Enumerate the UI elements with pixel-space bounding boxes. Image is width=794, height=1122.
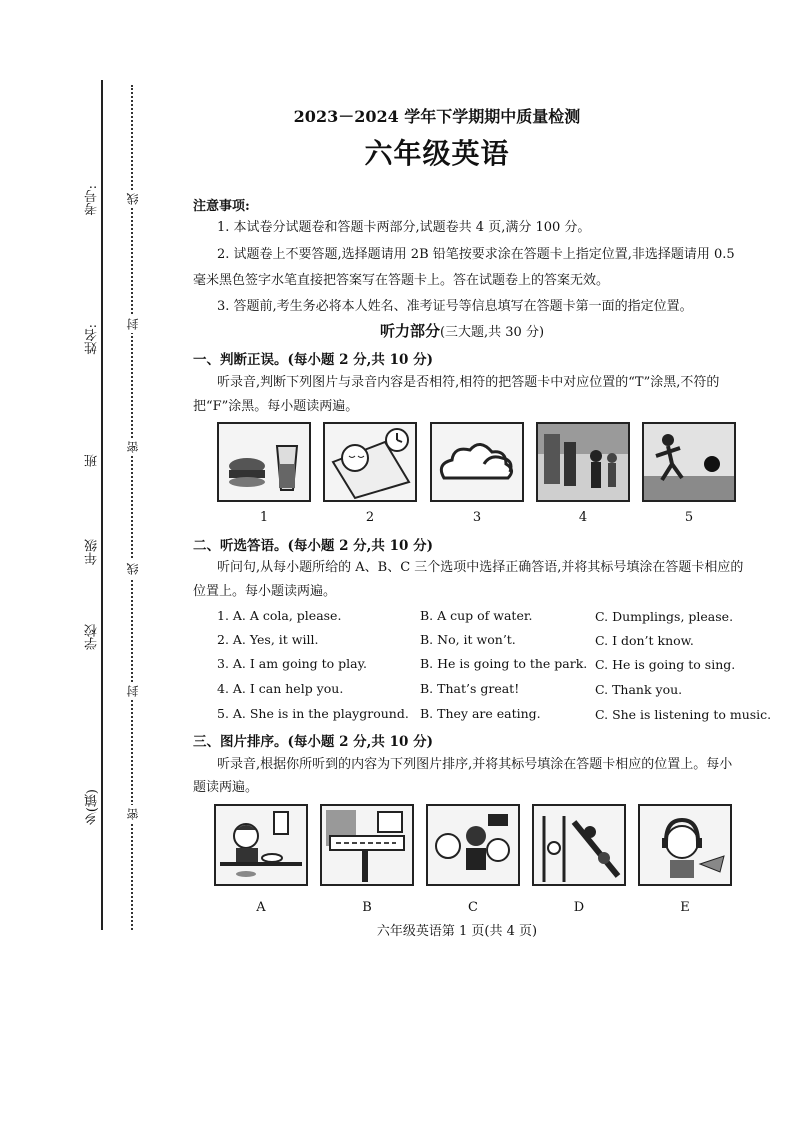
picture-label: D — [573, 900, 585, 915]
option-c: C. Dumplings, please. — [595, 609, 734, 624]
option-b: B. They are eating. — [420, 706, 541, 721]
picture-label: B — [362, 900, 372, 915]
section-1-heading: 一、判断正误。(每小题 2 分,共 10 分) — [193, 352, 433, 368]
notice-item: 2. 试题卷上不要答题,选择题请用 2B 铅笔按要求涂在答题卡上指定位置,非选择题请用 0.5 — [217, 247, 735, 262]
option-b: B. A cup of water. — [420, 608, 533, 623]
option-c: C. He is going to sing. — [595, 657, 736, 672]
runner-sun-icon — [644, 424, 734, 500]
option-c: C. She is listening to music. — [595, 707, 772, 722]
picture-label: A — [256, 900, 266, 915]
restaurant-sign-icon — [322, 806, 412, 884]
binding-solid-line — [101, 80, 103, 930]
picture-label: 3 — [472, 510, 482, 525]
option-a: 5. A. She is in the playground. — [217, 706, 409, 721]
cut-seal-mark: 封 — [124, 315, 141, 333]
picture-label: 2 — [365, 510, 375, 525]
boy-eating-icon — [216, 806, 306, 884]
picture-d — [532, 804, 626, 886]
name-label: 姓名: — [85, 324, 100, 355]
burger-drink-icon — [219, 424, 309, 500]
option-b: B. That’s great! — [420, 681, 520, 696]
picture-label: 5 — [684, 510, 694, 525]
picture-c — [426, 804, 520, 886]
cut-seal-mark: 封 — [124, 682, 141, 700]
option-c: C. I don’t know. — [595, 633, 694, 648]
picture-5 — [642, 422, 736, 502]
section-2-instruction: 听问句,从每小题所给的 A、B、C 三个选项中选择正确答语,并将其标号填涂在答题卡相应的 — [217, 560, 744, 575]
picture-1 — [217, 422, 311, 502]
picture-b — [320, 804, 414, 886]
playground-slide-icon — [534, 806, 624, 884]
street-scene-icon — [538, 424, 628, 500]
picture-e — [638, 804, 732, 886]
notice-item: 毫米黑色签字水笔直接把答案写在答题卡上。答在试题卷上的答案无效。 — [193, 273, 610, 288]
option-a: 2. A. Yes, it will. — [217, 632, 319, 647]
option-b: B. He is going to the park. — [420, 656, 588, 671]
picture-label: 4 — [578, 510, 588, 525]
picture-a — [214, 804, 308, 886]
exam-number-label: 考号: — [85, 185, 100, 216]
option-a: 4. A. I can help you. — [217, 681, 344, 696]
notice-item: 3. 答题前,考生务必将本人姓名、准考证号等信息填写在答题卡第一面的指定位置。 — [217, 299, 693, 314]
listening-title: 听力部分 — [379, 322, 440, 340]
subject-title: 六年级英语 — [364, 137, 510, 170]
cut-line-mark: 线 — [124, 190, 141, 208]
option-c: C. Thank you. — [595, 682, 683, 697]
cut-line-mark: 线 — [124, 560, 141, 578]
town-label: 乡(镇) — [85, 789, 100, 826]
girl-headphones-icon — [640, 806, 730, 884]
page-footer: 六年级英语第 1 页(共 4 页) — [376, 924, 538, 939]
grade-label: 年级 — [85, 539, 100, 565]
listening-part-title — [0, 320, 794, 341]
notice-item: 1. 本试卷分试题卷和答题卡两部分,试题卷共 4 页,满分 100 分。 — [217, 220, 591, 235]
picture-label: C — [468, 900, 478, 915]
clouds-icon — [432, 424, 522, 500]
binding-dotted-line — [131, 85, 133, 930]
school-label: 学校 — [85, 624, 100, 650]
sleeping-clock-icon — [325, 424, 415, 500]
picture-label: E — [680, 900, 690, 915]
picture-label: 1 — [259, 510, 269, 525]
option-b: B. No, it won’t. — [420, 632, 516, 647]
section-3-instruction: 听录音,根据你所听到的内容为下列图片排序,并将其标号填涂在答题卡相应的位置上。每小 — [217, 757, 733, 772]
section-1-instruction: 把“F”涂黑。每小题读两遍。 — [193, 399, 359, 414]
notice-heading: 注意事项: — [193, 199, 250, 214]
option-a: 1. A. A cola, please. — [217, 608, 342, 623]
cut-dense-mark: 密 — [124, 805, 141, 823]
section-1-instruction: 听录音,判断下列图片与录音内容是否相符,相符的把答题卡中对应位置的“T”涂黑,不符的 — [217, 375, 720, 390]
section-2-heading: 二、听选答语。(每小题 2 分,共 10 分) — [193, 538, 433, 554]
section-2-instruction: 位置上。每小题读两遍。 — [193, 584, 337, 599]
listening-note: (三大题,共 30 分) — [439, 325, 545, 340]
kids-playing-icon — [428, 806, 518, 884]
class-label: 班 — [85, 454, 100, 467]
picture-4 — [536, 422, 630, 502]
picture-2 — [323, 422, 417, 502]
cut-dense-mark: 密 — [124, 438, 141, 456]
picture-3 — [430, 422, 524, 502]
exam-title: 2023－2024 学年下学期期中质量检测 — [293, 107, 581, 126]
section-3-instruction: 题读两遍。 — [193, 780, 259, 795]
section-3-heading: 三、图片排序。(每小题 2 分,共 10 分) — [193, 734, 433, 750]
option-a: 3. A. I am going to play. — [217, 656, 367, 671]
